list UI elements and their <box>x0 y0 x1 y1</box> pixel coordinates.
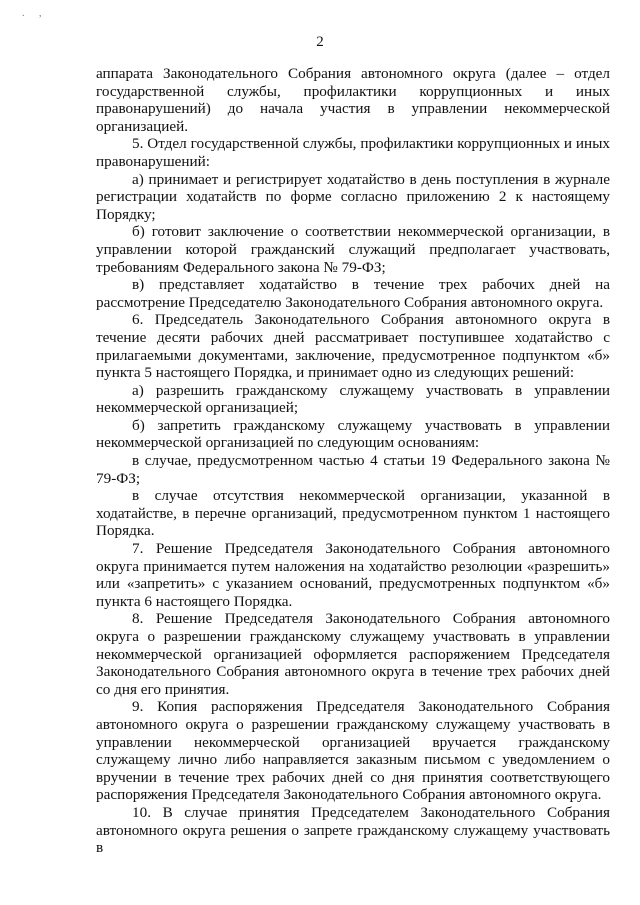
paragraph-6b: б) запретить гражданскому служащему участвовать в управлении некоммерческой организацией по следующим основаниям: <box>96 416 610 452</box>
paragraph-10: 10. В случае принятия Председателем Законодательного Собрания автономного округа решения о запрете гражданскому служащему участвовать в <box>96 803 610 857</box>
paragraph-5: 5. Отдел государственной службы, профилактики коррупционных и иных правонарушений: <box>96 135 610 170</box>
paragraph-9: 9. Копия распоряжения Председателя Законодательного Собрания автономного округа о разрешении гражданскому служащему участвовать в управлении некоммерческой организацией вручается гражданскому служащему лично либо направляется заказным письмом с уведомлением о вручении в течение трех рабочих дней со дня принятия соответствующего распоряжения Председателя Законодательного Собрания автономного округа. <box>96 698 610 804</box>
scan-specks: . , <box>22 8 48 19</box>
paragraph-5v: в) представляет ходатайство в течение трех рабочих дней на рассмотрение Председателю Законодательного Собрания автономного округа. <box>96 276 610 311</box>
paragraph-6b-reason-1: в случае, предусмотренном частью 4 статьи 19 Федерального закона № 79-ФЗ; <box>96 452 610 487</box>
paragraph-continuation: аппарата Законодательного Собрания автономного округа (далее – отдел государственной службы, профилактики коррупционных и иных правонарушений) до начала участия в управлении некоммерческой организацией. <box>96 65 610 135</box>
paragraph-6b-reason-2: в случае отсутствия некоммерческой организации, указанной в ходатайстве, в перечне организаций, предусмотренном пунктом 1 настоящего Порядка. <box>96 487 610 540</box>
paragraph-7: 7. Решение Председателя Законодательного Собрания автономного округа принимается путем наложения на ходатайство резолюции «разрешить» или «запретить» с указанием оснований, предусмотренных подпунктом «б» пункта 6 настоящего Порядка. <box>96 540 610 610</box>
paragraph-8: 8. Решение Председателя Законодательного Собрания автономного округа о разрешении гражданскому служащему участвовать в управлении некоммерческой организацией оформляется распоряжением Председателя Законодательного Собрания автономного округа в течение трех рабочих дней со дня его принятия. <box>96 610 610 698</box>
paragraph-5b: б) готовит заключение о соответствии некоммерческой организации, в управлении которой гражданский служащий предполагает участвовать, требованиям Федерального закона № 79-ФЗ; <box>96 223 610 276</box>
document-body <box>96 65 610 857</box>
paragraph-5a: а) принимает и регистрирует ходатайство в день поступления в журнале регистрации ходатайств по форме согласно приложению 2 к настоящему Порядку; <box>96 170 610 223</box>
paragraph-6: 6. Председатель Законодательного Собрания автономного округа в течение десяти рабочих дней рассматривает поступившее ходатайство с прилагаемыми документами, заключение, предусмотренное подпунктом «б» пункта 5 настоящего Порядка, и принимает одно из следующих решений: <box>96 311 610 382</box>
paragraph-6a: а) разрешить гражданскому служащему участвовать в управлении некоммерческой организацией; <box>96 381 610 417</box>
page-number: 2 <box>316 34 324 50</box>
